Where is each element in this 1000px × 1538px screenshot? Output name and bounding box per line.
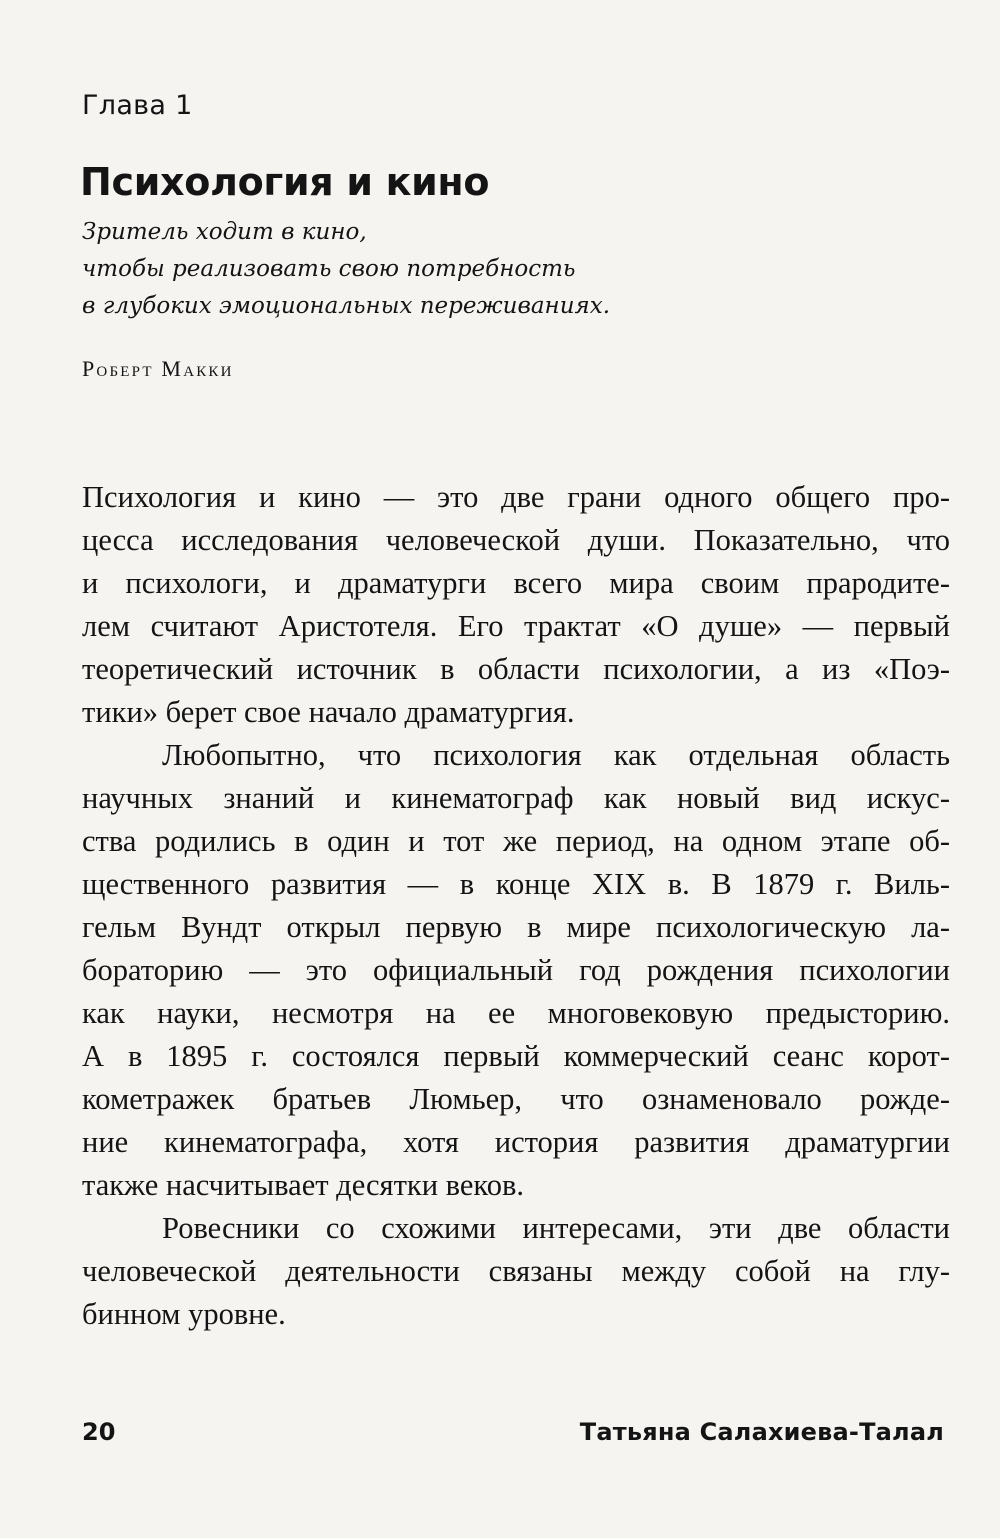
- text-line: научных знаний и кинематограф как новый вид искус-: [82, 781, 950, 815]
- running-footer-author: Татьяна Салахиева-Талал: [579, 1418, 944, 1446]
- text-line: Любопытно, что психология как отдельная область: [162, 738, 950, 772]
- text-line: человеческой деятельности связаны между собой на глу-: [82, 1254, 950, 1288]
- text-line: ства родились в один и тот же период, на одном этапе об-: [82, 824, 950, 858]
- text-line: теоретический источник в области психологии, а из «Поэ-: [82, 652, 950, 686]
- chapter-title: Психология и кино: [80, 160, 490, 204]
- paragraph: [82, 734, 950, 1207]
- text-line: щественного развития — в конце XIX в. В 1879 г. Виль-: [82, 867, 950, 901]
- paragraph: [82, 1207, 950, 1336]
- text-line: бораторию — это официальный год рождения психологии: [82, 953, 950, 987]
- epigraph-line: в глубоких эмоциональных переживаниях.: [82, 293, 611, 319]
- epigraph-line: Зритель ходит в кино,: [82, 219, 367, 245]
- text-line: тики» берет свое начало драматургия.: [82, 695, 575, 729]
- text-line: лем считают Аристотеля. Его трактат «О душе» — первый: [82, 609, 950, 643]
- text-line: бинном уровне.: [82, 1297, 286, 1331]
- text-line: гельм Вундт открыл первую в мире психологическую ла-: [82, 910, 950, 944]
- epigraph: [82, 214, 610, 325]
- text-line: цесса исследования человеческой души. Показательно, что: [82, 523, 950, 557]
- text-line: также насчитывает десятки веков.: [82, 1168, 524, 1202]
- epigraph-author: Роберт Макки: [82, 356, 234, 381]
- page-number: 20: [82, 1418, 116, 1446]
- text-line: Ровесники со схожими интересами, эти две области: [162, 1211, 950, 1245]
- epigraph-line: чтобы реализовать свою потребность: [82, 256, 576, 282]
- paragraph: [82, 476, 950, 734]
- text-line: ние кинематографа, хотя история развития драматургии: [82, 1125, 950, 1159]
- text-line: А в 1895 г. состоялся первый коммерческий сеанс корот-: [82, 1039, 950, 1073]
- text-line: как науки, несмотря на ее многовековую предысторию.: [82, 996, 950, 1030]
- text-line: кометражек братьев Люмьер, что ознаменовало рожде-: [82, 1082, 950, 1116]
- body-text: [82, 476, 950, 1336]
- text-line: Психология и кино — это две грани одного общего про-: [82, 480, 950, 514]
- text-line: и психологи, и драматурги всего мира своим прародите-: [82, 566, 950, 600]
- chapter-label: Глава 1: [82, 90, 193, 121]
